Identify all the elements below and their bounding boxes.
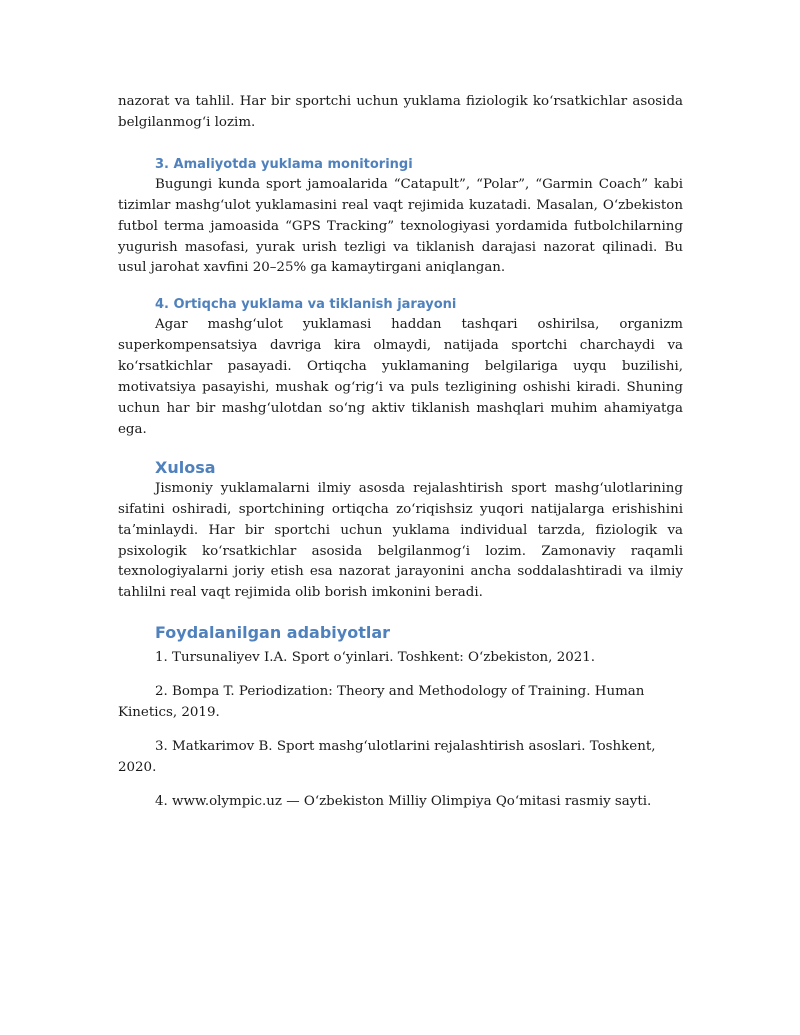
- conclusion-paragraph: Jismoniy yuklamalarni ilmiy asosda rejalashtirish sport mashgʻulotlarining sifatini oshiradi, sportchining ortiqcha zoʻriqishsiz yuqori natijalarga erishishini taʼminlaydi. Har bir sportchi uchun yuklama individual tarzda, fiziologik va psixologik koʻrsatkichlar asosida belgilanmogʻi lozim. Zamonaviy raqamli texnologiyalarni joriy etish esa nazorat jarayonini ancha soddalashtiradi va ilmiy tahlilni real vaqt rejimida olib borish imkonini beradi.: [118, 480, 683, 601]
- references-heading: Foydalanilgan adabiyotlar: [155, 623, 391, 643]
- section-3-heading: 3. Amaliyotda yuklama monitoringi: [155, 156, 413, 172]
- reference-item: 3. Matkarimov B. Sport mashgʻulotlarini rejalashtirish asoslari. Toshkent, 2020.: [118, 738, 656, 775]
- reference-item: 4. www.olympic.uz — Oʻzbekiston Milliy Olimpiya Qoʻmitasi rasmiy sayti.: [155, 793, 652, 809]
- section-4-heading: 4. Ortiqcha yuklama va tiklanish jarayoni: [155, 297, 457, 313]
- section-3-paragraph: Bugungi kunda sport jamoalarida “Catapult”, “Polar”, “Garmin Coach” kabi tizimlar mashgʻulot yuklamasini real vaqt rejimida kuzatadi. Masalan, Oʻzbekiston futbol terma jamoasida “GPS Tracking” texnologiyasi yordamida futbolchilarning yugurish masofasi, yurak urish tezligi va tiklanish darajasi nazorat qilinadi. Bu usul jarohat xavfini 20–25% ga kamaytirgani aniqlangan.: [118, 176, 683, 276]
- reference-item: 1. Tursunaliyev I.A. Sport oʻyinlari. Toshkent: Oʻzbekiston, 2021.: [155, 650, 596, 666]
- section-4-paragraph: Agar mashgʻulot yuklamasi haddan tashqari oshirilsa, organizm superkompensatsiya davriga kira olmaydi, natijada sportchi charchaydi va koʻrsatkichlar pasayadi. Ortiqcha yuklamaning belgilariga uyqu buzilishi, motivatsiya pasayishi, mushak ogʻrigʻi va puls tezligining oshishi kiradi. Shuning uchun har bir mashgʻulotdan soʻng aktiv tiklanish mashqlari muhim ahamiyatga ega.: [118, 317, 683, 437]
- intro-paragraph: nazorat va tahlil. Har bir sportchi uchun yuklama fiziologik koʻrsatkichlar asosida belgilanmogʻi lozim.: [118, 94, 683, 130]
- document-page: [118, 0, 683, 813]
- reference-item: 2. Bompa T. Periodization: Theory and Methodology of Training. Human Kinetics, 2019.: [118, 684, 645, 721]
- conclusion-heading: Xulosa: [155, 457, 216, 477]
